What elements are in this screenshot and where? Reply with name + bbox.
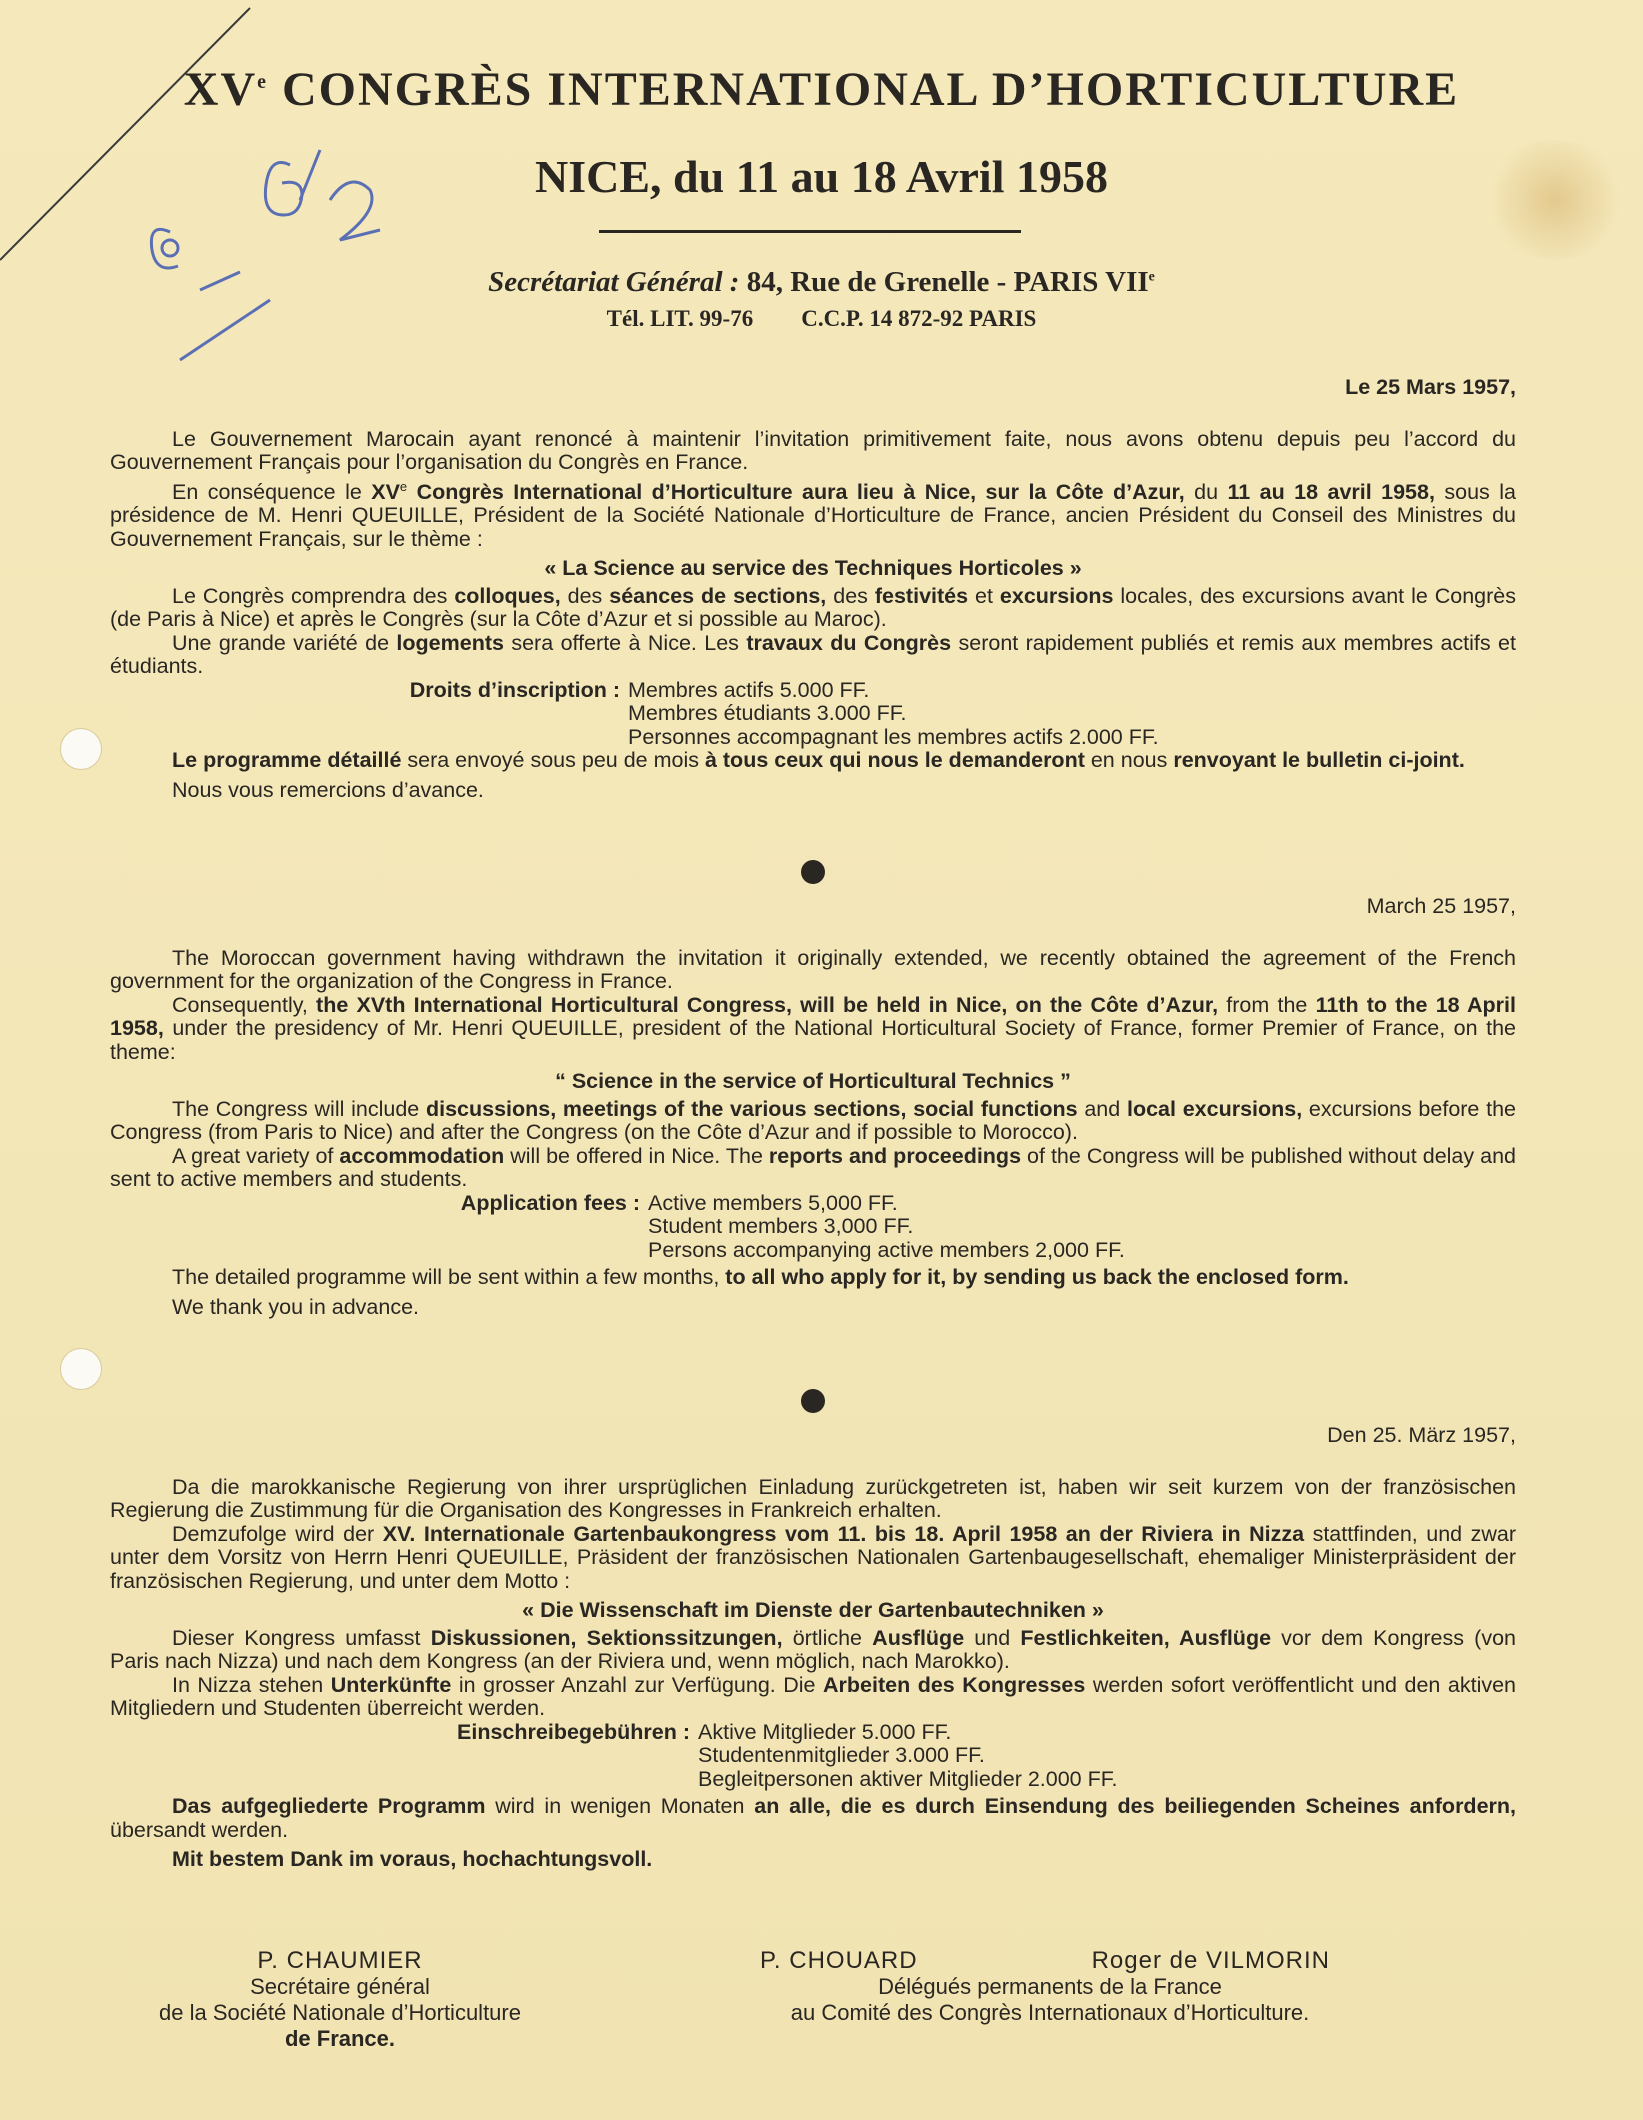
- text-run: 11th to the 18 April 1958,: [110, 992, 1516, 1040]
- german-paragraph-3: [110, 1627, 1516, 1674]
- text-run: übersandt werden.: [110, 1817, 289, 1842]
- text-run: des: [826, 583, 875, 608]
- english-paragraph-2: [110, 994, 1516, 1065]
- text-run: Demzufolge wird der: [172, 1521, 383, 1546]
- title-roman: XV: [183, 63, 258, 116]
- header-rule: [599, 230, 1021, 233]
- text-run: sera envoyé sous peu de mois: [401, 748, 705, 773]
- text-run: colloques,: [454, 583, 561, 608]
- fee-item: Personnes accompagnant les membres actifs 2.000 FF.: [628, 724, 1159, 749]
- signatory-name: Roger de VILMORIN: [1091, 1947, 1330, 1974]
- text-run: will be offered in Nice. The: [504, 1143, 769, 1168]
- text-run: Le Congrès comprendra des: [172, 583, 455, 608]
- english-theme: “ Science in the service of Horticultural Technics ”: [555, 1069, 1071, 1093]
- french-date: Le 25 Mars 1957,: [1345, 375, 1516, 399]
- secretariat-address: 84, Rue de Grenelle - PARIS VII: [739, 266, 1149, 298]
- text-run: Une grande variété de: [172, 630, 397, 655]
- fee-item: Active members 5,000 FF.: [648, 1190, 898, 1215]
- delegate-names: [740, 1948, 1360, 1974]
- signatory-title: de la Société Nationale d’Horticulture: [159, 2000, 521, 2025]
- text-run: accommodation: [339, 1143, 505, 1168]
- section-bullet: [801, 1389, 825, 1413]
- fee-item: Membres étudiants 3.000 FF.: [628, 701, 907, 726]
- text-run: discussions, meetings of the various sections, social functions: [425, 1096, 1078, 1121]
- signatory-name: P. CHOUARD: [760, 1947, 918, 1974]
- french-paragraph-2: [110, 475, 1516, 552]
- text-run: à tous ceux qui nous le demanderont: [704, 748, 1085, 773]
- fees-values: [648, 1192, 1125, 1263]
- text-run: excursions before the Congress (from Paris to Nice) and after the Congress (on the Côte d’Azur and if possible to Morocco).: [110, 1096, 1517, 1144]
- text-run: local excursions,: [1126, 1096, 1303, 1121]
- text-run: vor dem Kongress (von Paris nach Nizza) und nach dem Kongress (an der Riviera und, wenn möglich, nach Marokko).: [110, 1625, 1516, 1673]
- text-run: locales, des excursions avant le Congrès (de Paris à Nice) et après le Congrès (sur la Côte d’Azur et si possible au Maroc).: [110, 583, 1517, 632]
- text-run: of the Congress will be published without delay and sent to active members and students.: [110, 1143, 1516, 1191]
- text-run: séances de sections,: [609, 583, 827, 608]
- secretariat-label: Secrétariat Général :: [488, 266, 740, 298]
- signatory-title: de France.: [284, 2026, 396, 2051]
- text-run: En conséquence le: [172, 479, 372, 504]
- text-run: A great variety of: [172, 1143, 340, 1168]
- text-run: to all who apply for it, by sending us back the enclosed form.: [725, 1265, 1349, 1289]
- signatory-name: P. CHAUMIER: [257, 1947, 423, 1974]
- text-run: under the presidency of Mr. Henri QUEUILLE, president of the National Horticultural Society of France, former Premier of France, on the theme:: [110, 1016, 1516, 1064]
- section-bullet: [801, 860, 825, 884]
- text-run: stattfinden, und zwar unter dem Vorsitz von Herrn Henri QUEUILLE, Präsident der französischen Nationalen Gartenbaugesellschaft, ehemaliger Ministerpräsident der französischen Regierung, und unter dem Motto :: [110, 1521, 1517, 1593]
- signatory-title: Délégués permanents de la France: [878, 1974, 1222, 1999]
- text-run: et: [968, 583, 1000, 608]
- text-run: du: [1184, 479, 1228, 504]
- german-paragraph-6: Mit bestem Dank im voraus, hochachtungsvoll.: [172, 1847, 653, 1871]
- french-fees: [110, 679, 1516, 750]
- text-run: logements: [396, 630, 504, 655]
- text-run: in grosser Anzahl zur Verfügung. Die: [451, 1672, 824, 1697]
- fees-label: Droits d’inscription :: [409, 677, 620, 702]
- congress-subtitle: NICE, du 11 au 18 Avril 1958: [535, 151, 1108, 202]
- fees-label: Application fees :: [460, 1190, 640, 1215]
- text-run: e: [399, 478, 408, 494]
- text-run: The detailed programme will be sent within a few months,: [172, 1265, 726, 1289]
- fee-item: Persons accompanying active members 2,000 FF.: [648, 1237, 1125, 1262]
- text-run: Das aufgegliederte Programm: [172, 1794, 486, 1818]
- text-run: Le programme détaillé: [172, 748, 402, 773]
- text-run: travaux du Congrès: [746, 630, 952, 655]
- german-date: Den 25. März 1957,: [1327, 1423, 1516, 1447]
- text-run: en nous: [1084, 748, 1174, 773]
- title-text: CONGRÈS INTERNATIONAL D’HORTICULTURE: [268, 63, 1460, 116]
- text-run: and: [1077, 1096, 1127, 1121]
- text-run: seront rapidement publiés et remis aux membres actifs et étudiants.: [110, 630, 1516, 679]
- fees-values: [628, 679, 1159, 750]
- text-run: des: [560, 583, 610, 608]
- french-paragraph-5: [110, 749, 1516, 773]
- secretariat-sup: e: [1148, 269, 1155, 285]
- english-paragraph-6: We thank you in advance.: [172, 1294, 420, 1319]
- signature-chaumier: [110, 1948, 570, 2052]
- english-paragraph-5: [110, 1266, 1516, 1290]
- fee-item: Begleitpersonen aktiver Mitglieder 2.000 FF.: [698, 1766, 1118, 1791]
- german-paragraph-1: Da die marokkanische Regierung von ihrer ursprüglichen Einladung zurückgetreten ist, haben wir seit kurzem von der französischen Regierung die Zustimmung für die Organisation des Kongresses in Frankreich erhalten.: [110, 1474, 1516, 1522]
- text-run: excursions: [999, 583, 1114, 608]
- french-paragraph-1: Le Gouvernement Marocain ayant renoncé à maintenir l’invitation primitivement faite, nous avons obtenu depuis peu l’accord du Gouvernement Français pour l’organisation du Congrès en France.: [110, 426, 1516, 474]
- text-run: und: [964, 1625, 1021, 1650]
- postal-account: C.C.P. 14 872-92 PARIS: [801, 306, 1037, 331]
- fee-item: Student members 3,000 FF.: [648, 1214, 914, 1238]
- signature-delegates: [740, 1948, 1360, 2026]
- text-run: Consequently,: [172, 992, 317, 1017]
- german-paragraph-4: [110, 1674, 1516, 1721]
- text-run: Arbeiten des Kongresses: [823, 1672, 1086, 1697]
- fee-item: Membres actifs 5.000 FF.: [628, 677, 870, 702]
- signatory-title: Secrétaire général: [250, 1974, 430, 1999]
- title-sup: e: [257, 71, 268, 93]
- french-theme: « La Science au service des Techniques Horticoles »: [544, 556, 1082, 581]
- text-run: XV: [371, 479, 400, 504]
- text-run: Festlichkeiten, Ausflüge: [1020, 1625, 1272, 1650]
- text-run: the XVth International Horticultural Congress, will be held in Nice, on the Côte d’Azur,: [316, 992, 1219, 1017]
- german-theme: « Die Wissenschaft im Dienste der Gartenbautechniken »: [522, 1598, 1104, 1622]
- text-run: sous la présidence de M. Henri QUEUILLE, Président de la Société Nationale d’Horticulture de France, ancien Président du Conseil des Ministres du Gouvernement Français, sur le thème :: [110, 479, 1516, 551]
- punch-hole: [60, 728, 102, 770]
- text-run: wird in wenigen Monaten: [485, 1794, 755, 1818]
- text-run: renvoyant le bulletin ci-joint.: [1173, 748, 1465, 773]
- text-run: In Nizza stehen: [172, 1672, 331, 1697]
- german-fees: [110, 1721, 1516, 1792]
- german-paragraph-5: [110, 1795, 1516, 1842]
- fees-values: [698, 1721, 1117, 1792]
- german-paragraph-2: [110, 1523, 1516, 1594]
- text-run: sera offerte à Nice. Les: [503, 630, 747, 655]
- french-section: [110, 376, 1516, 802]
- telephone: Tél. LIT. 99-76: [606, 306, 754, 331]
- fees-label: Einschreibegebühren :: [457, 1719, 690, 1744]
- congress-title: [0, 62, 1643, 117]
- french-paragraph-3: [110, 585, 1516, 632]
- signatory-title: au Comité des Congrès Internationaux d’Horticulture.: [790, 2000, 1310, 2025]
- text-run: werden sofort veröffentlicht und den aktiven Mitgliedern und Studenten überreicht werden.: [110, 1672, 1517, 1720]
- text-run: reports and proceedings: [768, 1143, 1022, 1168]
- text-run: Congrès International d’Horticulture aura lieu à Nice, sur la Côte d’Azur,: [407, 479, 1185, 504]
- text-run: from the: [1218, 992, 1316, 1017]
- text-run: XV. Internationale Gartenbaukongress vom 11. bis 18. April 1958 an der Riviera in Nizza: [382, 1521, 1305, 1546]
- text-run: örtliche: [782, 1625, 873, 1650]
- contact-line: [0, 306, 1643, 332]
- english-fees: [110, 1192, 1516, 1263]
- fee-item: Studentenmitglieder 3.000 FF.: [698, 1743, 985, 1767]
- text-run: Ausflüge: [872, 1625, 965, 1650]
- english-paragraph-1: The Moroccan government having withdrawn the invitation it originally extended, we recently obtained the agreement of the French government for the organization of the Congress in France.: [110, 945, 1516, 993]
- english-date: March 25 1957,: [1366, 894, 1516, 918]
- fee-item: Aktive Mitglieder 5.000 FF.: [698, 1719, 952, 1744]
- english-section: [110, 895, 1516, 1319]
- english-paragraph-3: [110, 1098, 1516, 1145]
- punch-hole: [60, 1348, 102, 1390]
- text-run: 11 au 18 avril 1958,: [1227, 479, 1435, 504]
- text-run: Dieser Kongress umfasst: [172, 1625, 431, 1650]
- text-run: The Congress will include: [172, 1096, 426, 1121]
- french-paragraph-6: Nous vous remercions d’avance.: [172, 777, 484, 802]
- english-paragraph-4: [110, 1145, 1516, 1192]
- german-section: [110, 1424, 1516, 1872]
- text-run: festivités: [874, 583, 969, 608]
- text-run: an alle, die es durch Einsendung des beiliegenden Scheines anfordern,: [754, 1794, 1516, 1818]
- text-run: Unterkünfte: [330, 1672, 452, 1697]
- text-run: Diskussionen, Sektionssitzungen,: [430, 1625, 783, 1650]
- french-paragraph-4: [110, 632, 1516, 679]
- secretariat-line: [0, 266, 1643, 299]
